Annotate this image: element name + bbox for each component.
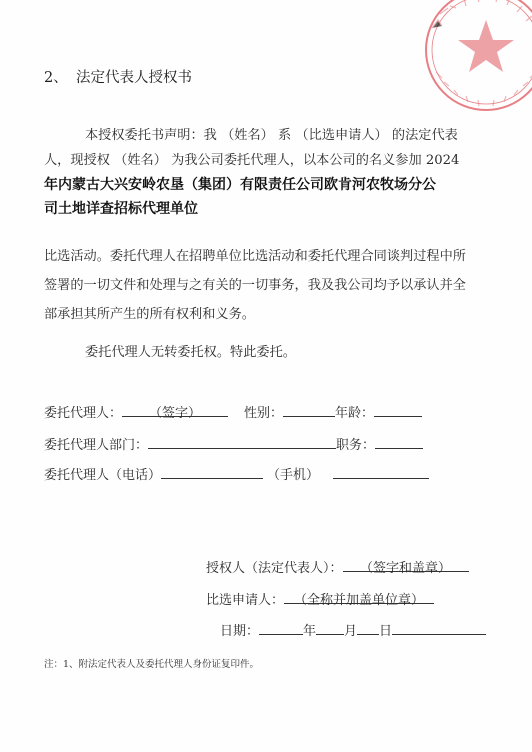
position-field[interactable]	[375, 434, 423, 449]
date-row	[220, 620, 486, 639]
company-seal-stamp	[410, 0, 532, 112]
date-month-field[interactable]	[316, 620, 344, 635]
authorizer-row	[206, 557, 469, 576]
date-label: 日期：	[220, 624, 260, 639]
body-line-3: 比选活动。委托代理人在招聘单位比选活动和委托代理合同谈判过程中所	[44, 249, 466, 264]
body-line-4: 签署的一切文件和处理与之有关的一切事务，我及我公司均予以承认并全	[44, 278, 466, 293]
age-field[interactable]	[374, 402, 422, 417]
agent-label: 委托代理人：	[44, 406, 123, 421]
project-title-line-2: 司土地详查招标代理单位	[44, 201, 198, 217]
dept-row	[44, 434, 423, 453]
agent-signature-field[interactable]	[122, 402, 228, 421]
position-label: 职务：	[336, 438, 376, 453]
gender-label: 性别：	[244, 406, 284, 421]
project-title-line-1: 年内蒙古大兴安岭农垦（集团）有限责任公司欧肯河农牧场分公	[44, 177, 436, 193]
body-line-1: 本授权委托书声明：我 （姓名） 系 （比选申请人） 的法定代表	[85, 128, 458, 143]
year-label: 年	[303, 624, 317, 639]
section-heading	[44, 66, 192, 87]
agent-signature-hint: （签字）	[149, 406, 202, 421]
body-line-5: 部承担其所产生的所有权利和义务。	[44, 307, 255, 322]
authorizer-label: 授权人（法定代表人）：	[206, 561, 343, 576]
date-year-field[interactable]	[259, 620, 303, 635]
month-label: 月	[344, 624, 358, 639]
phone-field[interactable]	[161, 464, 263, 479]
body-line-6: 委托代理人无转委托权。特此委托。	[85, 345, 296, 360]
day-label: 日	[379, 624, 393, 639]
applicant-signature-field[interactable]	[284, 589, 434, 608]
phone-row	[44, 464, 429, 483]
dept-field[interactable]	[148, 434, 336, 449]
mobile-label: （手机）	[267, 468, 320, 483]
applicant-signature-hint: （全称并加盖单位章）	[294, 593, 425, 608]
body-line-2: 人，现授权 （姓名） 为我公司委托代理人，以本公司的名义参加 2024	[44, 153, 460, 168]
footnote: 注：1、附法定代表人及委托代理人身份证复印件。	[44, 659, 260, 670]
mobile-field[interactable]	[333, 464, 429, 479]
authorizer-signature-field[interactable]	[343, 557, 469, 576]
applicant-row	[206, 589, 434, 608]
dept-label: 委托代理人部门：	[44, 438, 149, 453]
date-trailing-line	[392, 620, 486, 635]
gender-field[interactable]	[283, 402, 335, 417]
section-title: 法定代表人授权书	[76, 70, 192, 86]
age-label: 年龄：	[335, 406, 375, 421]
applicant-label: 比选申请人：	[206, 593, 285, 608]
section-number: 2、	[44, 70, 68, 86]
agent-row	[44, 402, 422, 421]
phone-label: 委托代理人（电话）	[44, 468, 162, 483]
authorizer-signature-hint: （签字和盖章）	[360, 561, 452, 576]
date-day-field[interactable]	[357, 620, 379, 635]
